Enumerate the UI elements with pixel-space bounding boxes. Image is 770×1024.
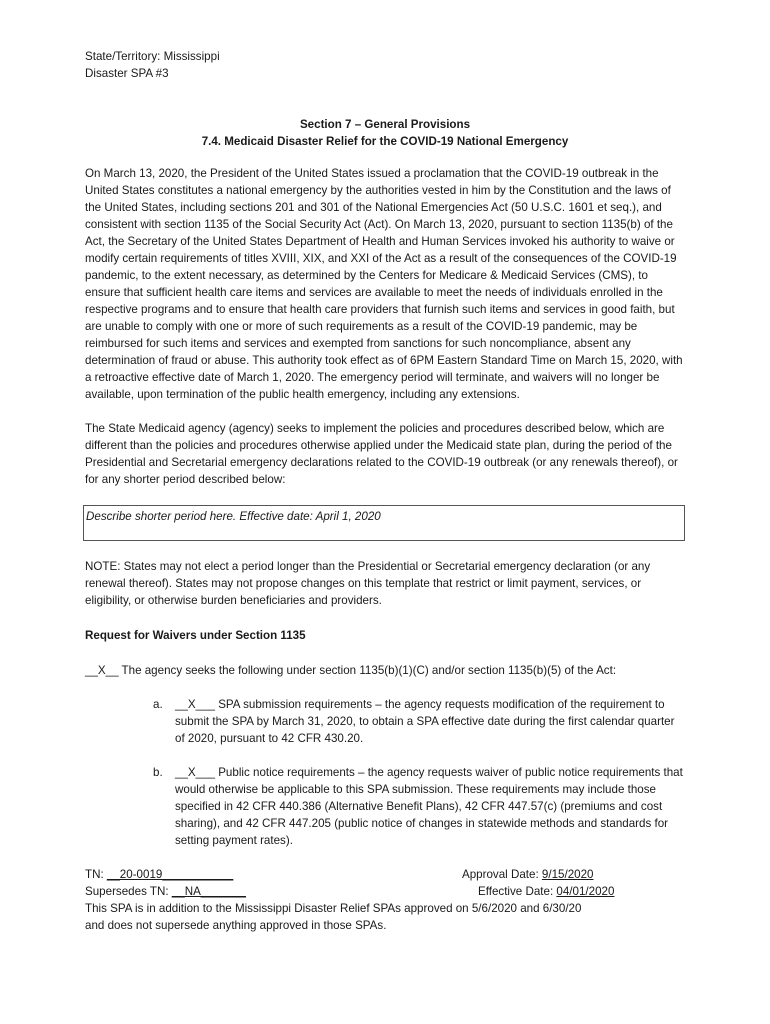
list-item-text: __X___ Public notice requirements – the agency requests waiver of public notice requirements that would otherwise be applicable to this SPA submission. These requirements may include those specified in 42 CFR 440.386 (Alternative Benefit Plans), 42 CFR 447.57(c) (premiums and cost sharing), and 42 CFR 447.205 (public notice of changes in statewide methods and standards for setting payment rates).	[175, 766, 683, 847]
list-item	[85, 696, 685, 747]
tn-label: TN:	[85, 868, 107, 881]
footer-note: This SPA is in addition to the Mississippi Disaster Relief SPAs approved on 5/6/2020 and 6/30/20 and does not supersede anything approved in those SPAs.	[85, 902, 582, 932]
state-territory-line: State/Territory: Mississippi	[85, 50, 220, 63]
effective-date-label: Effective Date:	[478, 885, 557, 898]
section-title: Section 7 – General Provisions	[299, 118, 471, 131]
subsection-title: 7.4. Medicaid Disaster Relief for the COVID-19 National Emergency	[201, 135, 569, 148]
proclamation-paragraph: On March 13, 2020, the President of the United States issued a proclamation that the COVID-19 outbreak in the United States constitutes a national emergency by the authorities vested in him by the Constitution and the laws of the United States, including sections 201 and 301 of the National Emergencies Act (50 U.S.C. 1601 et seq.), and consistent with section 1135 of the Social Security Act (Act). On March 13, 2020, pursuant to section 1135(b) of the Act, the Secretary of the United States Department of Health and Human Services invoked his authority to waive or modify certain requirements of titles XVIII, XIX, and XXI of the Act as a result of the consequences of the COVID-19 pandemic, to the extent necessary, as determined by the Centers for Medicare & Medicaid Services (CMS), to ensure that sufficient health care items and services are available to meet the needs of individuals enrolled in the respective programs and to ensure that health care providers that furnish such items and services in good faith, but are unable to comply with one or more of such requirements as a result of the COVID-19 pandemic, may be reimbursed for such items and services and exempted from sanctions for such noncompliance, absent any determination of fraud or abuse. This authority took effect as of 6PM Eastern Standard Time on March 15, 2020, with a retroactive effective date of March 1, 2020. The emergency period will terminate, and waivers will no longer be available, upon termination of the public health emergency, including any extensions.	[85, 167, 683, 401]
shorter-period-box: Describe shorter period here. Effective date: April 1, 2020	[83, 505, 685, 541]
note-paragraph: NOTE: States may not elect a period longer than the Presidential or Secretarial emergency declaration (or any renewal thereof). States may not propose changes on this template that restrict or limit payment, services, or eligibility, or otherwise burden beneficiaries and providers.	[85, 560, 651, 607]
list-item-label: a.	[153, 698, 163, 711]
approval-date-value: 9/15/2020	[541, 868, 594, 881]
document-header	[85, 48, 685, 82]
document-page	[85, 48, 685, 934]
tn-value: __20-0019___________	[106, 868, 234, 881]
request-waivers-line: __X__ The agency seeks the following under section 1135(b)(1)(C) and/or section 1135(b)(5) of the Act:	[85, 664, 617, 677]
agency-paragraph: The State Medicaid agency (agency) seeks to implement the policies and procedures described below, which are different than the policies and procedures otherwise applied under the Medicaid state plan, during the period of the Presidential and Secretarial emergency declarations related to the COVID-19 outbreak (or any renewals thereof), or for any shorter period described below:	[85, 422, 678, 486]
list-item	[85, 764, 685, 849]
approval-date-label: Approval Date:	[462, 868, 542, 881]
effective-date-value: 04/01/2020	[556, 885, 615, 898]
list-item-label: b.	[153, 766, 163, 779]
disaster-spa-line: Disaster SPA #3	[85, 67, 169, 80]
document-footer	[85, 866, 685, 934]
request-waivers-heading: Request for Waivers under Section 1135	[85, 629, 306, 642]
section-titles	[85, 116, 685, 150]
supersedes-value: __NA_______	[171, 885, 246, 898]
supersedes-label: Supersedes TN:	[85, 885, 172, 898]
list-item-text: __X___ SPA submission requirements – the agency requests modification of the requirement to submit the SPA by March 31, 2020, to obtain a SPA effective date during the first calendar quarter of 2020, pursuant to 42 CFR 430.20.	[175, 698, 675, 745]
